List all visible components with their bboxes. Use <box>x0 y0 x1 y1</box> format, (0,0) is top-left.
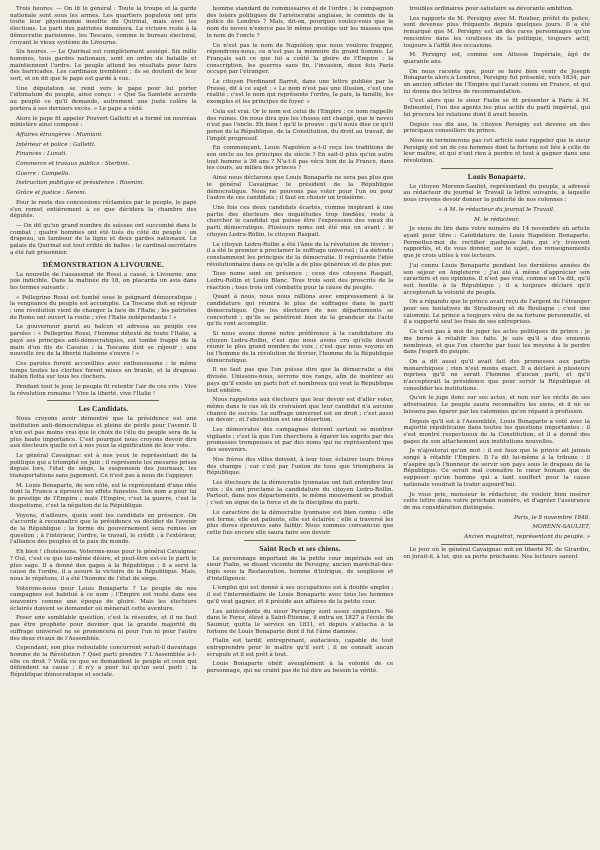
paragraph: Il ne faut pas que l'on puisse dire que la démocratie a été divisée. Unissons-nous, serrons nos rangs, afin de montrer au pays qu'il existe un parti fort et nombreux qui veut la République tout entière. <box>206 367 394 394</box>
ministry-entry: Affaires étrangères : Mamiani. <box>16 131 103 138</box>
paragraph: Louis Bonaparte obéit aveuglément à la volonté de ce personnage, qui ne craint pas de lui dire au besoin la vérité. <box>206 661 394 675</box>
letter-address: « A M. le rédacteur du journal le Travail. <box>438 206 555 213</box>
section-heading: Saint Roch et ses chiens. <box>259 543 341 553</box>
paragraph: Le général Cavaignac est à nos yeux le représentant de la politique qui a triomphé en juin ; il représente les mesures prises depuis lors, l'état de siège, la suspension des journaux, les transportations sans jugement. Ce n'est pas à nous de l'appuyer. <box>10 452 197 480</box>
paragraph: Le personnage important de la petite cour impériale est un sieur Fialin, se disant vicomte de Persigny, ancien maréchal-des-logis sous la Restauration, homme d'intrigue, de souplesse et d'intelligence. <box>206 555 394 582</box>
paragraph: Nous ne terminerons pas cet article sans rappeler que le sieur Persigny est un de ces hommes dont la fortune est liée à celle de leur maître, et qui n'ont rien à perdre et tout à gagner dans une révolution. <box>403 137 590 165</box>
paragraph: Les électeurs de la démocratie lyonnaise ont fait entendre leur voix ; ils ont proclamé la candidature du citoyen Ledru-Rollin. Partout, dans nos départements, le même mouvement se produit ; c'est un signe de la force et de la discipline du parti. <box>206 480 394 507</box>
paragraph: Le caractère de la démocratie lyonnaise est bien connu : elle est ferme, elle est patiente, elle est éclairée ; elle a traversé les plus dures épreuves sans faiblir. Nous sommes convaincus que cette fois encore elle saura faire son devoir. <box>206 509 394 536</box>
paragraph: Pendant tout le jour, le peuple fit retentir l'air de ces cris : Vive la révolution romaine ! Vive la liberté, vive l'Italie ! <box>10 384 197 397</box>
column-1 <box>10 6 197 842</box>
letter-salutation: M. le rédacteur, <box>474 216 520 223</box>
paragraph: Eh bien ! choisissons. Voterons-nous pour le général Cavaignac ? Oui, c'est ce que lui-même désire, et peut-être est-ce le parti le plus sage. Il a donné des gages à la République ; il a servi la cause de l'ordre, il a assuré la victoire de la République. Mais, nous le répétons, il a été l'homme de l'état de siège. <box>10 549 197 582</box>
section-heading: Louis Bonaparte. <box>467 171 526 181</box>
paragraph: Si nous avons donné notre préférence à la candidature du citoyen Ledru-Rollin, c'est que nous avons cru qu'elle devait réunir le plus grand nombre de voix ; c'est que nous voyons en lui l'homme de la révolution de février, l'homme de la République démocratique. <box>206 330 394 364</box>
paragraph: Le jour où le général Cavaignac mit en liberté M. de Girardin, on jurait-il, à lui, que sa perte prochaine. Nos lecteurs savent <box>403 546 590 560</box>
ministry-entry: Grâce et justice : Sereni. <box>16 190 87 197</box>
paragraph: Une députation se rend vers le pape pour lui porter l'ultimatum du peuple, ainsi conçu : « Que Sa Sainteté accorde au peuple ce qu'il demande, autrement une juste colère le portera à ses derniers excès. » Le pape a cédé. <box>10 85 197 112</box>
paragraph: M. Persigny est, comme son Altesse Impériale, âgé de quarante ans. <box>403 52 590 65</box>
paragraph: Quant à nous, nous nous rallions avec empressement à la candidature qui réunira le plus de suffrages dans le parti démocratique. Que les électeurs de nos départements se concertent ; qu'ils se pénètrent bien de la grandeur de l'acte qu'ils vont accomplir. <box>206 294 394 328</box>
paragraph: Ainsi nous déclarons que Louis Bonaparte ne sera pas plus que le général Cavaignac le président de la République démocratique. Nous ne pouvons pas voter pour l'un ou pour l'autre de ces candidats ; il faut en choisir un troisième. <box>206 175 394 202</box>
paragraph: Voterons-nous pour Louis Bonaparte ? Le peuple de nos campagnes est habitué à ce nom ; l'Empire est resté dans ses souvenirs comme une époque de gloire. Mais les électeurs éclairés doivent se demander où mènerait cette aventure. <box>10 585 197 612</box>
paragraph: Ce n'est pas à moi de juger les actes politiques du prince ; je me borne à rétablir les faits. Je sais qu'il a des ennemis nombreux, et que l'on cherche par tous les moyens à le perdre dans l'esprit du peuple. <box>403 329 590 356</box>
section-heading: DÉMONSTRATION A LIVOURNE. <box>42 259 164 269</box>
paragraph: Pour le reste des concessions réclamées par le peuple, le pape s'en remet entièrement à ce que décidera la chambre des députés. <box>10 199 197 220</box>
ministry-entry: Commerce et travaux publics : Sterbini. <box>16 161 130 168</box>
paragraph: Cela est vrai. Or le nom est celui de l'Empire ; ce nom rappelle des ruines. On nous dira que les choses ont changé, que le neveu n'est pas l'oncle. Eh bien ! qu'il le prouve : qu'il nous dise ce qu'il pense de la République, de la Constitution, du droit au travail, de l'impôt progressif. <box>206 108 394 142</box>
ministry-entry: Finances : Lunati. <box>16 151 68 158</box>
paragraph: Nous croyons avoir démontré que la présidence est une institution anti-démocratique et pleine de périls pour l'avenir. Il n'en est pas moins vrai que le choix de l'élu du peuple sera de la plus haute importance. C'est pourquoi nous croyons devoir dire aux électeurs quelle est à nos yeux la signification de leur vote. <box>10 416 197 450</box>
paragraph: Une fois ces deux candidats écartés, comme inspirant à une partie des électeurs des inquiétudes trop fondées, reste à chercher le candidat qui puisse être l'expression des vœux du parti démocratique. Plusieurs noms ont été mis en avant ; le citoyen Ledru-Rollin, le citoyen Raspail. <box>206 204 394 238</box>
letter-date: Paris, le 8 novembre 1848. <box>513 514 590 521</box>
column-3 <box>403 6 590 842</box>
paragraph: « Pellegrino Rossi est tombé sous le poignard démocratique ; la vengeance du peuple est accomplie. La Toscane doit se réjouir ; une révolution vient de changer la face de l'Italie ; les patriotes de Rome ont ouvert la route ; vive l'Italie indépendante ! » <box>10 294 197 321</box>
paragraph: L'emploi qui est donné à ses occupations est à double emploi : il est l'intermédiaire de Louis Bonaparte avec tous les hommes qu'il veut gagner, et il préside aux affaires de la petite cour. <box>206 585 394 605</box>
paragraph: Ces paroles furent accueillies avec enthousiasme ; le même temps toutes les cloches furent mises en branle, et la drapeau italien flotta sur tous les clochers. <box>10 360 197 381</box>
paragraph: Alors le pape fit appeler Pouvert Galletti et a formé un nouveau ministère ainsi composé : <box>10 115 197 129</box>
paragraph: On a dit aussi qu'il avait fait des promesses aux partis monarchiques ; rien n'est moins exact. Il a déclaré à plusieurs reprises qu'il ne serait l'homme d'aucun parti, et qu'il n'accepterait la présidence que pour servir la République et consolider les institutions. <box>403 358 590 392</box>
paragraph: En commençant, Louis Napoléon a-t-il reçu les traditions de son oncle ou les principes du siècle ? En sait-il plus qu'un autre tout homme à 36 ans ? N'a-t-il pas vécu loin de la France, dans les cours, au milieu des princes ? <box>206 145 394 172</box>
paragraph: Le gouverneur parut au balcon et adressa au peuple ces paroles : « Pellegrino Rossi, l'homme détesté de toute l'Italie, a payé ses principes anti-démocratiques, est tombé frappé de la main d'un fils de Cassius ; la Toscane doit se réjouir ; une nouvelle ère de la liberté italienne s'ouvre ! » <box>10 324 197 358</box>
divider <box>441 544 553 545</box>
letter-signature-title: Ancien magistrat, représentant du peuple. » <box>464 534 590 541</box>
paragraph: Depuis ces dix ans, le citoyen Persigny est devenu un des principaux conseillers du prince. <box>403 121 590 135</box>
paragraph: Ce n'est pas le nom de Napoléon que nous voulons frapper, répondrons-nous, ce n'est pas la mémoire du grand homme. Le Français sait ce que lui a coûté la gloire de l'Empire : la conscription, les guerres sans fin, l'invasion, deux fois Paris occupé par l'étranger. <box>206 42 394 76</box>
paragraph: — On dit qu'un grand nombre de suisses ont succombé dans le combat ; quatre hommes ont été tués du côté du peuple : un drapeau, un tambour de la ligne et deux gardes nationaux. Le palais du Quirinal est tout criblé de balles ; le cardinal-secrétaire a été fait prisonnier. <box>10 222 197 256</box>
ministry-entry: Intérieur et police : Galletti. <box>16 141 96 148</box>
paragraph: La nouvelle de l'assassinat de Rossi a causé, à Livourne, une joie indicible. Dans la matinée du 18, on placarda un avis dans les termes suivants : <box>10 271 197 291</box>
paragraph: Depuis qu'il est à l'Assemblée, Louis Bonaparte a voté avec la majorité républicaine dans toutes les questions importantes ; il s'est montré respectueux de la Constitution, et il a donné des gages de son attachement aux institutions nouvelles. <box>403 418 590 445</box>
paragraph: Le citoyen Ledru-Rollin a été l'âme de la révolution de février ; il a été le premier à proclamer le suffrage universel ; il a défendu constamment les principes de la démocratie. Il représente l'idée révolutionnaire dans ce qu'elle a de plus généreux et de plus pur. <box>206 241 394 268</box>
paragraph: Je vous prie, monsieur le rédacteur, de vouloir bien insérer cette lettre dans votre prochain numéro, et d'agréer l'assurance de ma considération distinguée. <box>403 491 590 511</box>
paragraph: On a répandu que le prince avait reçu de l'argent de l'étranger pour ses tentatives de Strasbourg et de Boulogne ; c'est une calomnie. Le prince a toujours vécu de sa fortune personnelle, et il a supporté seul les frais de ses entreprises. <box>403 299 590 326</box>
letter-signature-name: MORENN-SAULIET, <box>532 524 590 531</box>
paragraph: Voyons, d'ailleurs, quels sont les candidats en présence. On s'accorde à reconnaître que la présidence va décider de l'avenir de la République ; la forme du gouvernement sera remise en question ; à l'intérieur, l'ordre, le travail, le crédit ; à l'extérieur, l'alliance des peuples et la paix du monde. <box>10 512 197 546</box>
paragraph: J'ai connu Louis Bonaparte pendant les dernières années de son séjour en Angleterre ; j'ai été à même d'apprécier son caractère et ses opinions. Il n'est pas vrai, comme on l'a dit, qu'il soit hostile à la République ; il a toujours déclaré qu'il accepterait la volonté du peuple. <box>403 262 590 296</box>
paragraph: On nous raconte que, pour se faire bien venir de Joseph Bonaparte alors à Londres, Persigny fut présenté, vers 1834, par un ancien officier de l'Empire qui l'avait connu en France, et qui lui donna des lettres de recommandation. <box>403 68 590 95</box>
section-heading: Les Candidats. <box>78 404 129 414</box>
ministry-entry: Guerre : Campello. <box>16 170 70 177</box>
paragraph: M. Louis Bonaparte, de son côté, est le représentant d'une idée dont la France a éprouvé les effets funestes. Son nom a pour lui le prestige de l'Empire ; mais l'Empire, c'est la guerre, c'est le despotisme, c'est la négation de la République. <box>10 482 197 509</box>
paragraph: C'est alors que le sieur Fialin se fit présenter à Paris à M. Belmontel, l'un des agents les plus actifs du parti impérial, qui lui procura les relations dont il avait besoin. <box>403 98 590 118</box>
paragraph: Les antécédents du sieur Persigny sont assez singuliers. Né dans le Forez, élevé à Saint-Étienne, il entra en 1827 à l'école de Saumur, quitta le service en 1831, et depuis s'attacha à la fortune de Louis Bonaparte dont il fut l'âme damnée. <box>206 608 394 635</box>
paragraph: Poser une semblable question, c'est la résoudre, et il ne faut pas être prophète pour deviner que la grande majorité du suffrage universel ne se prononcera ni pour l'un ni pour l'autre des deux rivaux de l'Assemblée. <box>10 615 197 642</box>
paragraph: troubles ordinaires pour satisfaire sa dévorante ambition. <box>409 6 574 12</box>
paragraph: Je n'ajouterai qu'un mot : il est faux que le prince ait jamais songé à rétablir l'Empire. Il l'a dit lui-même à la tribune : il n'aspire qu'à l'honneur de servir son pays sous le drapeau de la République. Ce serait mal connaître le cœur humain que de supposer qu'un homme qui a tant souffert pour la cause nationale voudrait la trahir aujourd'hui. <box>403 448 590 488</box>
divider <box>47 400 159 401</box>
paragraph: Le citoyen Morenn-Sauliet, représentant du peuple, a adressé au rédacteur du journal le Travail la lettre suivante, à laquelle nous croyons devoir donner la publicité de nos colonnes : <box>403 183 590 204</box>
paragraph: Nos frères des villes doivent, à leur tour, éclairer leurs frères des champs ; car c'est par l'union de tous que triomphera la République. <box>206 456 394 477</box>
divider <box>441 168 553 169</box>
paragraph: Tous noms sont en présence ; ceux des citoyens Raspail, Ledru-Rollin et Louis Blanc. Tous trois sont des proscrits de la réaction ; tous trois ont combattu pour la cause du peuple. <box>206 271 394 291</box>
paragraph: Les rapports de M. Persigny avec M. Rouher, préfet de police, sont devenus plus fréquents depuis quelques jours. Il a été remarqué que M. Persigny est un des rares personnages qu'on rencontre dans les coulisses de la politique, toujours actif, toujours à l'affût des occasions. <box>403 15 590 49</box>
paragraph: Qu'on le juge donc sur ses actes, et non sur les récits de ses adversaires. Le peuple saura reconnaître les siens, et il ne se laissera pas égarer par les calomnies qu'on répand à profusion. <box>403 395 590 415</box>
paragraph: Cependant, son plus redoutable concurrent serait-il davantage homme de la Révolution ? Quel parti prendre ? L'Assemblée a-t-elle ce droit ? Voilà ce que se demandent le peuple et ceux qui défendent sa cause ; il n'y a pour lui qu'un seul parti : la République démocratique et sociale. <box>10 645 197 679</box>
divider <box>244 540 356 541</box>
paragraph: Les démocrates des campagnes doivent surtout se montrer vigilants ; c'est là que l'on cherchera à égarer les esprits par des promesses trompeuses et par des noms qui ne représentent que des souvenirs. <box>206 427 394 454</box>
column-2 <box>207 6 394 842</box>
paragraph: Six heures. — Le Quirinal est complètement assiégé. Six mille hommes, tous gardes nationaux, sont en ordre de bataille et maintiennent l'ordre. Le peuple attend les résultats pour faire des barricades. Les cardinaux tremblent ; ils se doutent de leur sort, et on dit que le pape est gardé à vue. <box>10 49 197 83</box>
paragraph: Le citoyen Ferdinand Barrot, dans une lettre publiée par la Presse, dit à ce sujet : « Le nom n'est pas une illusion, c'est une réalité ; c'est le nom qui représente l'ordre, la paix, la famille, les exemples et les principes de foyer. » <box>206 79 394 106</box>
ministry-entry: Instruction publique et présidence : Rosmini. <box>16 180 145 187</box>
paragraph: Nous rappelons aux électeurs que leur devoir est d'aller voter, même dans le cas où ils croiraient que leur candidat n'a aucune chance de succès. Le suffrage universel est un droit ; c'est aussi un devoir ; et l'abstention est une désertion. <box>206 397 394 424</box>
paragraph: Fialin est tardif, entreprenant, audacieux, capable de tout entreprendre pour le maître qu'il sert ; il ne connaît aucun scrupule et il est prêt à tout. <box>206 638 394 658</box>
paragraph: Je viens de lire dans votre numéro du 14 novembre un article ayant pour titre : Candidature de Louis Napoléon Bonaparte. Permettez-moi de rectifier quelques faits qui s'y trouvent rapportés, et de vous donner, sur le sujet, des renseignements que je crois utiles à vos lecteurs. <box>403 226 590 260</box>
paragraph: Trois heures. — On lit le général : Toute la troupe et la garde nationale sont sous les armes. Les quartiers populeux ont pris toute leur physionomie insolite du Quirinal, mais avec les élections. Le parti des patriotes dominera. La victoire reste à la démocratie parisienne, les Toscans, comme le bureau électoral, croyant le vieux système de Livourne. <box>10 6 197 46</box>
paragraph: homme standard de commissaires et de l'ordre ; le compagnon des loisirs politiques de l'aristocratie anglaise, le commis de la police de Londres ? Mais, dit-on, pourquoi voulez-vous que le nom du neveu n'exerce pas le même prestige sur les masses que le nom de l'oncle ? <box>206 6 394 39</box>
